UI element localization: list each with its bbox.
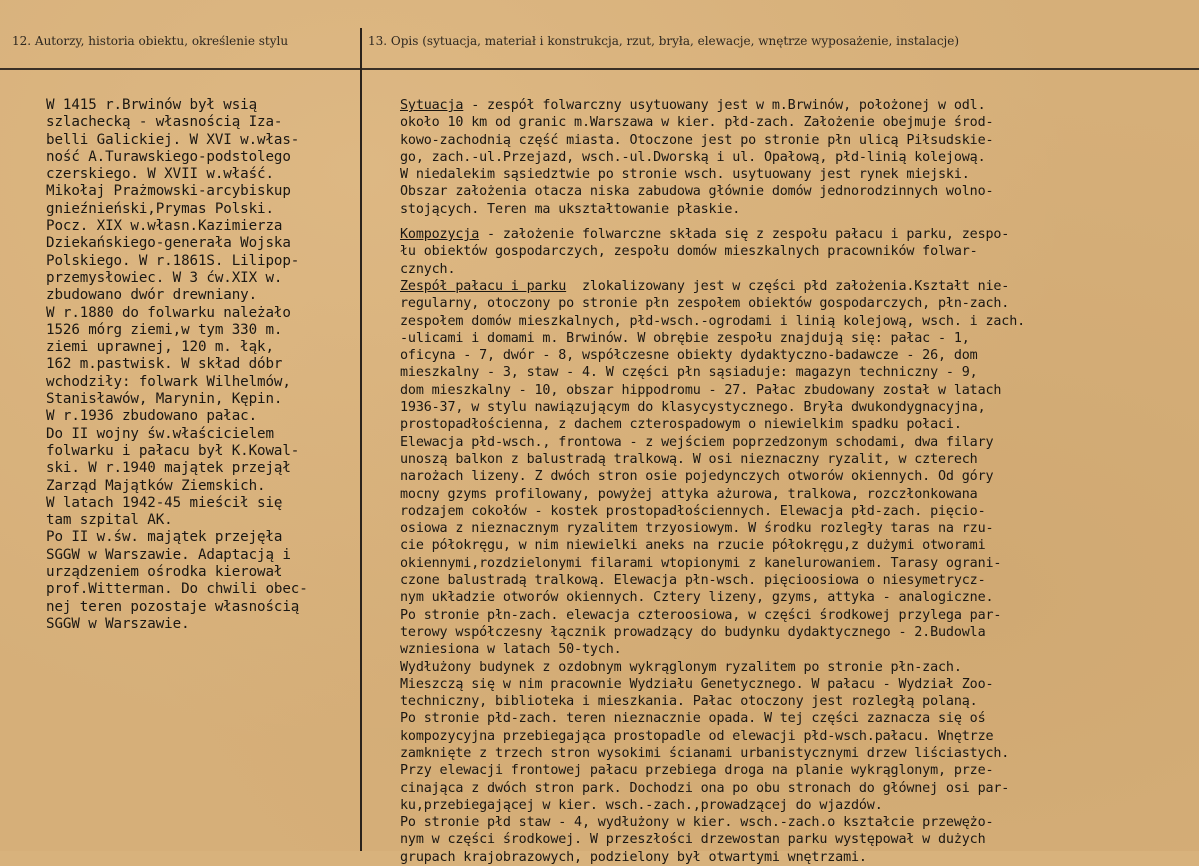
history-text-line: nej teren pozostaje własnością	[46, 598, 300, 615]
history-text-line: 162 m.pastwisk. W skład dóbr	[46, 356, 283, 373]
description-text-line: nym układzie otworów okiennych. Cztery lizeny, gzyms, attyka - analogiczne.	[400, 590, 994, 606]
history-text-line: W r.1880 do folwarku należało	[46, 304, 291, 321]
section-first-line	[400, 226, 1199, 243]
description-text-line: okiennymi,rozdzielonymi filarami wtopionymi z kanelurowaniem. Tarasy ograni-	[400, 555, 1002, 571]
description-text-line: zamknięte z trzech stron wysokimi ścianami urbanistycznymi drzew liściastych.	[400, 745, 1010, 761]
description-text-line: cie półokręgu, w nim niewielki aneks na rzucie półokręgu,z dużymi otworami	[400, 538, 986, 554]
section-text: - założenie folwarczne składa się z zespołu pałacu i parku, zespo-	[479, 227, 1010, 243]
history-text-line: szlachecką - własnością Iza-	[46, 114, 283, 131]
description-text-line: mieszkalny - 3, staw - 4. W części płn sąsiaduje: magazyn techniczny - 9,	[400, 365, 978, 381]
description-text-line: Przy elewacji frontowej pałacu przebiega droga na planie wykrąglonym, prze-	[400, 763, 994, 779]
description-text-line: grupach krajobrazowych, podzielony był otwartymi wnętrzami.	[400, 849, 867, 865]
description-text-line: mocny gzyms profilowany, powyżej attyka ażurowa, tralkowa, rozczłonkowana	[400, 486, 978, 502]
description-text-line: W niedalekim sąsiedztwie po stronie wsch. usytuowany jest rynek miejski.	[400, 167, 970, 183]
section-gap	[400, 218, 1199, 226]
description-text-line: terowy współczesny łącznik prowadzący do budynku dydaktycznego - 2.Budowla	[400, 624, 986, 640]
description-text-line: Po stronie płd staw - 4, wydłużony w kier. wsch.-zach.o kształcie przewężo-	[400, 815, 994, 831]
history-text-line: Polskiego. W r.1861S. Lilipop-	[46, 252, 300, 269]
description-text-line: regularny, otoczony po stronie płn zespołem obiektów gospodarczych, płn-zach.	[400, 296, 1010, 312]
history-text-line: Zarząd Majątków Ziemskich.	[46, 477, 266, 494]
description-text-line: Wydłużony budynek z ozdobnym wykrąglonym ryzalitem po stronie płn-zach.	[400, 659, 962, 675]
description-text-line: Obszar założenia otacza niska zabudowa głównie domów jednorodzinnych wolno-	[400, 184, 994, 200]
history-text-line: przemysłowiec. W 3 ćw.XIX w.	[46, 269, 283, 286]
history-text-line: SGGW w Warszawie. Adaptacją i	[46, 546, 291, 563]
description-text-line: go, zach.-ul.Przejazd, wsch.-ul.Dworską i ul. Opałową, płd-linią kolejową.	[400, 149, 986, 165]
description-text-line: zespołem domów mieszkalnych, płd-wsch.-ogrodami i linią kolejową, wsch. i zach.	[400, 313, 1026, 329]
history-text-line: belli Galickiej. W XVI w.włas-	[46, 131, 300, 148]
history-text-line: Do II wojny św.właścicielem	[46, 425, 274, 442]
description-text-line: cinająca z dwóch stron park. Dochodzi ona po obu stronach do głównej osi par-	[400, 780, 1010, 796]
description-text-line: 1936-37, w stylu nawiązującym do klasycystycznego. Bryła dwukondygnacyjna,	[400, 400, 986, 416]
history-text-line: czerskiego. W XVII w.właść.	[46, 166, 274, 183]
header-description: 13. Opis (sytuacja, materiał i konstrukcja, rzut, bryła, elewacje, wnętrze wyposażenie, instalacje)	[368, 34, 960, 48]
history-text-line: wchodziły: folwark Wilhelmów,	[46, 373, 291, 390]
description-text-line: cznych.	[400, 261, 456, 277]
history-text-line: urządzeniem ośrodka kierował	[46, 564, 283, 581]
description-text-line: kompozycyjna przebiegająca prostopadle od elewacji płd-wsch.pałacu. Wnętrze	[400, 728, 994, 744]
column-divider	[360, 28, 362, 851]
history-text-line: Dziekańskiego-generała Wojska	[46, 235, 291, 252]
description-text-line: Po stronie płn-zach. elewacja czteroosiowa, w części środkowej przylega par-	[400, 607, 1002, 623]
history-text-line: zbudowano dwór drewniany.	[46, 287, 258, 304]
history-text-line: folwarku i pałacu był K.Kowal-	[46, 442, 300, 459]
description-text-line: wzniesiona w latach 50-tych.	[400, 642, 622, 658]
description-text-line: techniczny, biblioteka i mieszkania. Pałac otoczony jest rozległą polaną.	[400, 694, 978, 710]
history-text-line: Pocz. XIX w.własn.Kazimierza	[46, 218, 283, 235]
header-divider	[0, 68, 1199, 70]
description-text-line: stojących. Teren ma ukształtowanie płaskie.	[400, 201, 741, 217]
description-text-line: prostopadłościenna, z dachem czterospadowym o niewielkim spadku połaci.	[400, 417, 962, 433]
history-text-line: Po II w.św. majątek przejęła	[46, 529, 283, 546]
description-text-line: oficyna - 7, dwór - 8, współczesne obiekty dydaktyczno-badawcze - 26, dom	[400, 348, 978, 364]
description-text-line: około 10 km od granic m.Warszawa w kier. płd-zach. Założenie obejmuje środ-	[400, 115, 994, 131]
history-text-line: tam szpital AK.	[46, 512, 173, 529]
history-text-line: W latach 1942-45 mieścił się	[46, 494, 283, 511]
description-column	[400, 97, 1199, 866]
history-text-line: Mikołaj Prażmowski-arcybiskup	[46, 183, 291, 200]
history-text-line: Stanisławów, Marynin, Kępin.	[46, 391, 283, 408]
history-text-line: ski. W r.1940 majątek przejął	[46, 460, 291, 477]
section-first-line	[400, 97, 1199, 114]
description-text-line: unoszą balkon z balustradą tralkową. W osi nieznaczny ryzalit, w czterech	[400, 451, 978, 467]
history-text-line: ziemi uprawnej, 120 m. łąk,	[46, 339, 274, 356]
history-text-line: W 1415 r.Brwinów był wsią	[46, 97, 258, 113]
history-column	[46, 97, 358, 633]
description-text-line: Elewacja płd-wsch., frontowa - z wejściem poprzedzonym schodami, dwa filary	[400, 434, 994, 450]
history-text-line: SGGW w Warszawie.	[46, 615, 190, 632]
description-text-line: Mieszczą się w nim pracownie Wydziału Genetycznego. W pałacu - Wydział Zoo-	[400, 676, 994, 692]
description-text-line: rodzajem cokołów - kostek prostopadłościennych. Elewacja płd-zach. pięcio-	[400, 503, 986, 519]
description-text-line: narożach lizeny. Z dwóch stron osie pojedynczych otworów okiennych. Od góry	[400, 469, 994, 485]
history-text-line: prof.Witterman. Do chwili obec-	[46, 581, 308, 598]
history-text-line: ność A.Turawskiego-podstolego	[46, 148, 291, 165]
description-text-line: dom mieszkalny - 10, obszar hippodromu - 27. Pałac zbudowany został w latach	[400, 382, 1002, 398]
history-text-line: W r.1936 zbudowano pałac.	[46, 408, 258, 425]
description-text-line: nym w części środkowej. W przeszłości drzewostan parku występował w dużych	[400, 832, 986, 848]
history-text-line: gnieźnieński,Prymas Polski.	[46, 200, 274, 217]
section-text: zlokalizowany jest w części płd założenia.Kształt nie-	[566, 278, 1010, 294]
header-authors-history: 12. Autorzy, historia obiektu, określenie stylu	[12, 34, 289, 48]
section-text: - zespół folwarczny usytuowany jest w m.Brwinów, położonej w odl.	[463, 98, 986, 113]
description-text-line: -ulicami i domami m. Brwinów. W obrębie zespołu znajdują się: pałac - 1,	[400, 330, 970, 346]
description-text-line: czone balustradą tralkową. Elewacja płn-wsch. pięcioosiowa o niesymetrycz-	[400, 573, 986, 589]
section-heading: Kompozycja	[400, 227, 480, 243]
history-text-line: 1526 mórg ziemi,w tym 330 m.	[46, 321, 283, 338]
description-text-line: łu obiektów gospodarczych, zespołu domów mieszkalnych pracowników folwar-	[400, 244, 978, 260]
section-heading: Sytuacja	[400, 98, 464, 113]
description-text-line: osiowa z nieznacznym ryzalitem trzyosiowym. W środku rozległy taras na rzu-	[400, 521, 994, 537]
description-text-line: Po stronie płd-zach. teren nieznacznie opada. W tej części zaznacza się oś	[400, 711, 986, 727]
section-first-line	[400, 278, 1199, 295]
description-text-line: kowo-zachodnią część miasta. Otoczone jest po stronie płn ulicą Piłsudskie-	[400, 132, 994, 148]
description-text-line: ku,przebiegającej w kier. wsch.-zach.,prowadzącej do wjazdów.	[400, 797, 883, 813]
section-heading: Zespół pałacu i parku	[400, 278, 567, 294]
